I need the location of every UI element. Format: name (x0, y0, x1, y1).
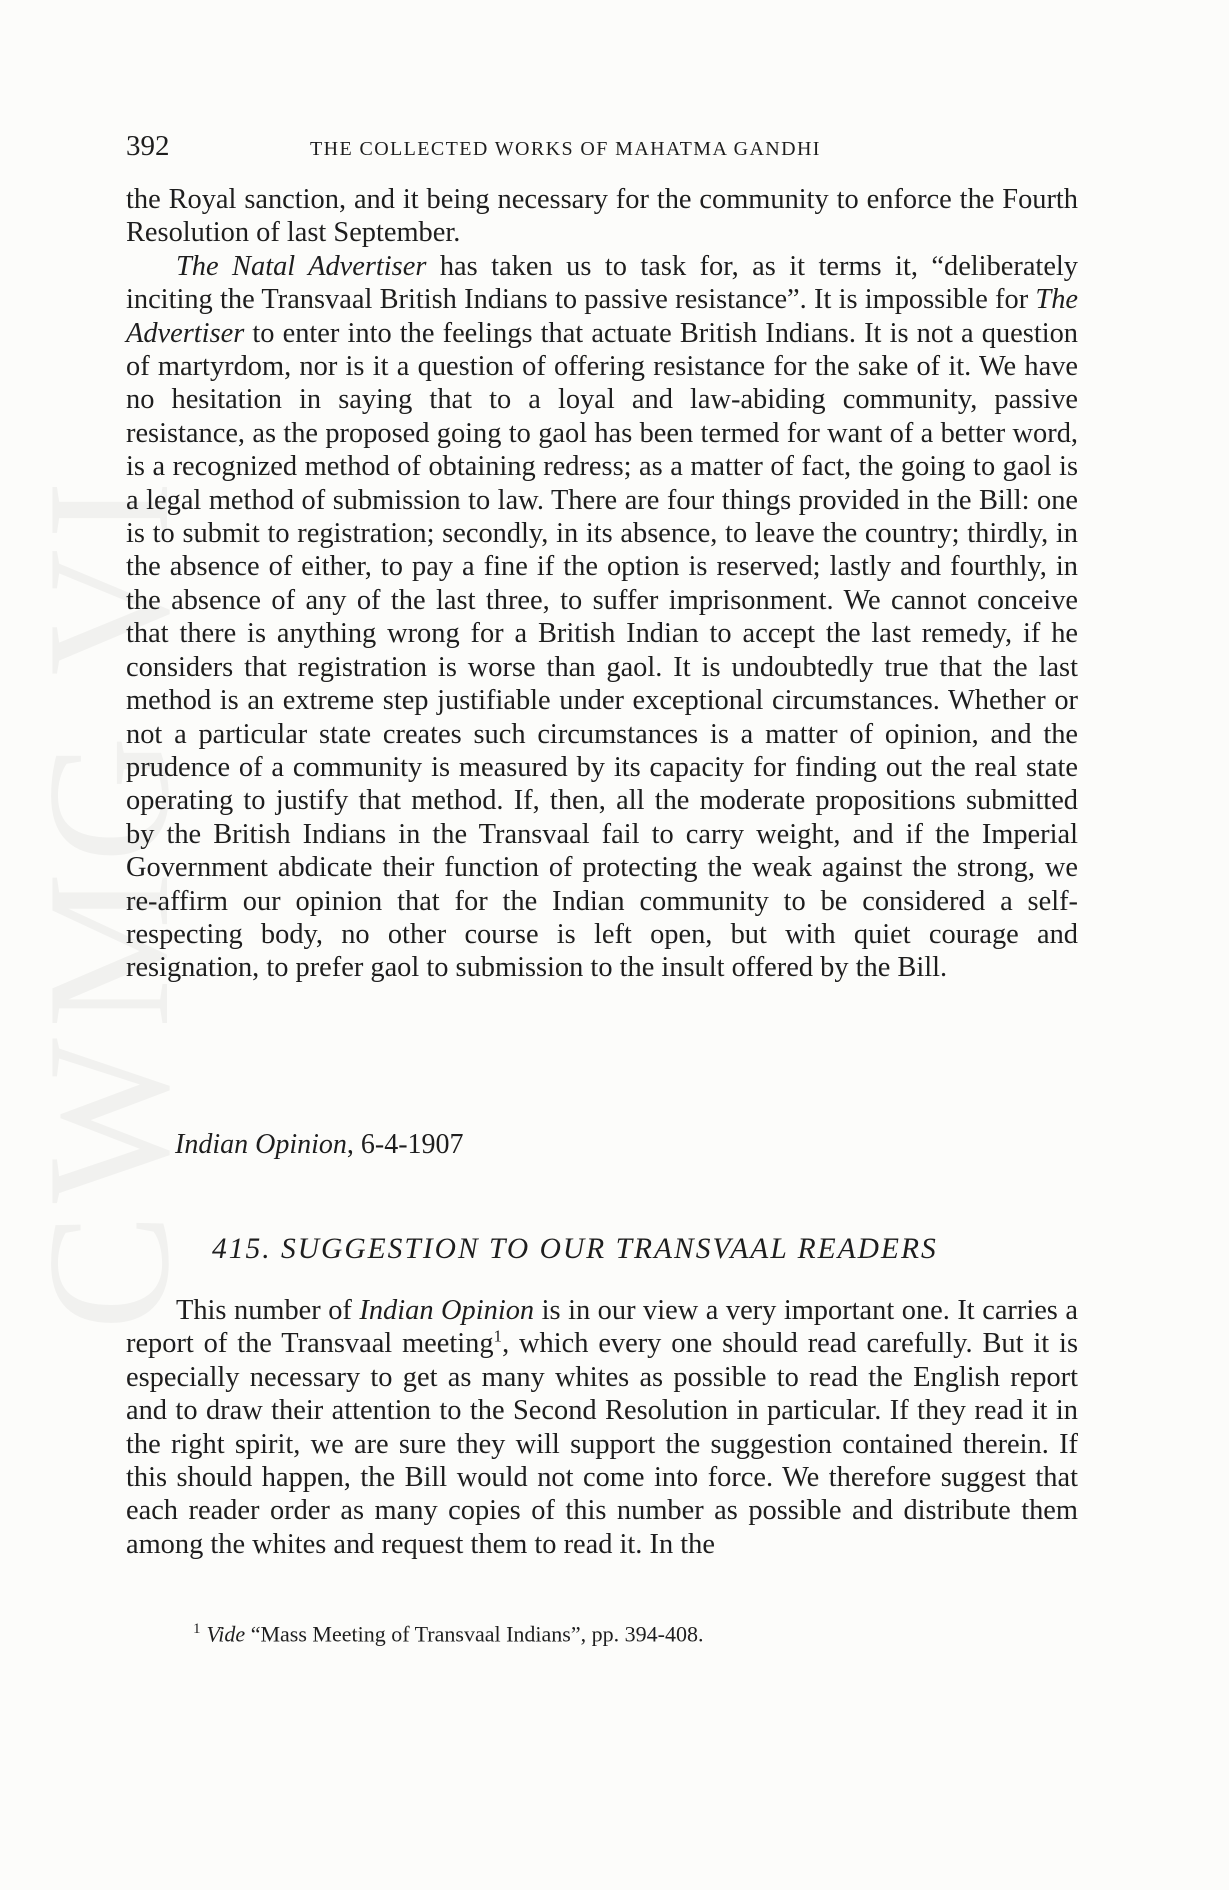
publication-title: Indian Opinion (359, 1295, 535, 1326)
paragraph-1: the Royal sanction, and it being necessary for the community to enforce the Fourth Resolution of last September. (126, 184, 1078, 249)
article-body-1 (126, 183, 1078, 985)
page-header (126, 130, 1078, 170)
paragraph-2-text-a: has taken us to task for, as it terms it, “deliberately inciting the Transvaal British Indians to passive resistance”. It is impossible for (126, 250, 1078, 316)
footnote-text: “Mass Meeting of Transvaal Indians”, pp. 394-408. (245, 1621, 704, 1647)
paragraph-3-text-a: This number of (176, 1295, 360, 1326)
footnote-marker: 1 (193, 1621, 201, 1637)
paragraph-2 (126, 250, 1078, 985)
publication-title: The Advertiser (126, 284, 1078, 349)
footnote (193, 1621, 703, 1647)
page-number: 392 (126, 130, 170, 162)
watermark: CWMG VI (11, 470, 205, 1330)
footnote-vide: Vide (206, 1621, 246, 1647)
footnote-reference: 1 (493, 1326, 503, 1346)
source-date: , 6-4-1907 (346, 1129, 464, 1160)
paragraph-2-text-b: to enter into the feelings that actuate British Indians. It is not a question of martyrdom, nor is it a question of offering resistance for the sake of it. We have no hesitation in saying that to a loyal and law-abiding community, passive resistance, as the proposed going to gaol has been termed for want of a better word, is a recognized method of obtaining redress; as a matter of fact, the going to gaol is a legal method of submission to law. There are four things provided in the Bill: one is to submit to registration; secondly, in its absence, to leave the country; thirdly, in the absence of either, to pay a fine if the option is reserved; lastly and fourthly, in the absence of any of the last three, to suffer imprisonment. We cannot conceive that there is anything wrong for a British Indian to accept the last remedy, if he considers that registration is worse than gaol. It is undoubtedly true that the last method is an extreme step justifiable under exceptional circumstances. Whether or not a particular state creates such circumstances is a matter of opinion, and the prudence of a community is measured by its capacity for finding out the real state operating to justify that method. If, then, all the moderate propositions submitted by the British Indians in the Transvaal fail to carry weight, and if the Imperial Government abdicate their function of protecting the weak against the strong, we re-affirm our opinion that for the Indian community to be considered a self-respecting body, no other course is left open, but with quiet courage and resignation, to prefer gaol to submission to the insult offered by the Bill. (126, 317, 1078, 984)
article-body-2 (126, 1294, 1078, 1561)
paragraph-3-text-c: , which every one should read carefully. But it is especially necessary to get as many whites as possible to read the English report and to draw their attention to the Second Resolution in particular. If they read it in the right spirit, we are sure they will support the suggestion contained therein. If this should happen, the Bill would not come into force. We therefore suggest that each reader order as many copies of this number as possible and distribute them among the whites and request them to read it. In the (126, 1328, 1078, 1560)
paragraph-3-text-b: is in our view a very important one. It carries a report of the Transvaal meeting (126, 1295, 1078, 1360)
source-citation (175, 1129, 464, 1161)
paragraph-3 (126, 1294, 1078, 1561)
source-publication: Indian Opinion (175, 1129, 347, 1160)
article-heading: 415. SUGGESTION TO OUR TRANSVAAL READERS (212, 1233, 938, 1265)
running-head: THE COLLECTED WORKS OF MAHATMA GANDHI (310, 138, 821, 160)
publication-title: The Natal Advertiser (176, 250, 427, 282)
